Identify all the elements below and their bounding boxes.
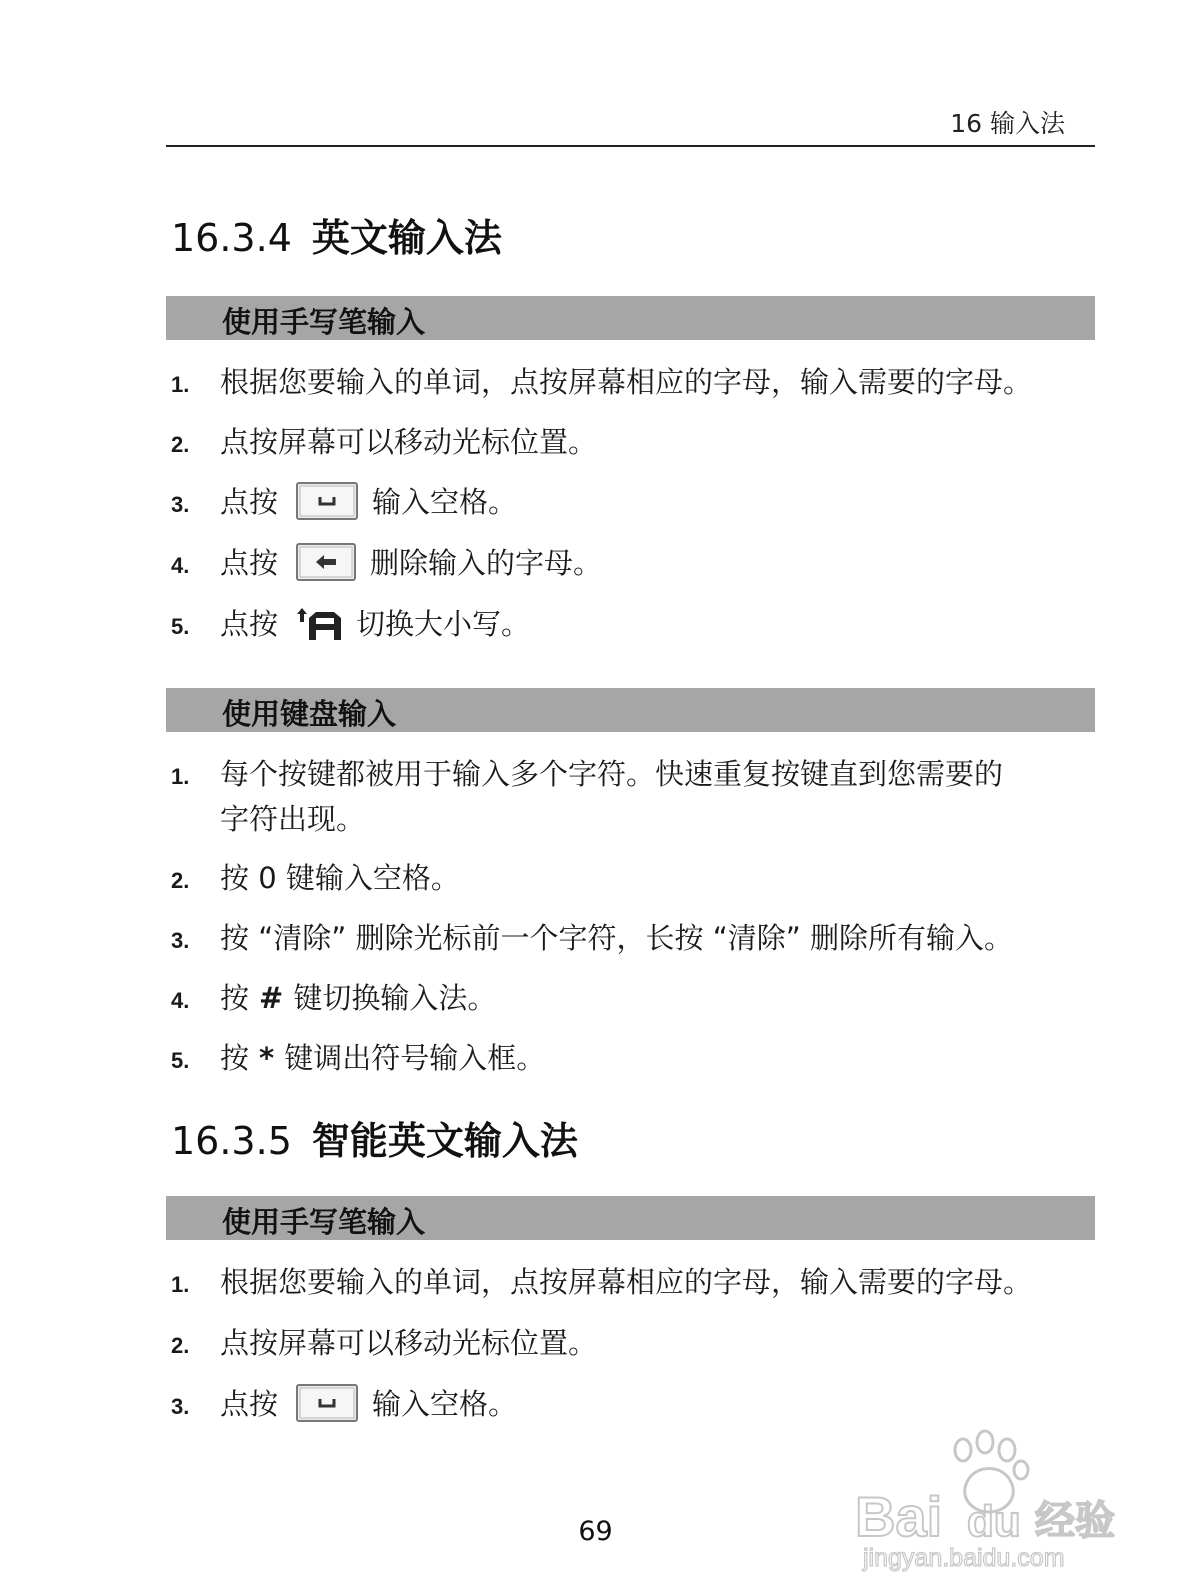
step-text-pre: 按 — [220, 981, 250, 1015]
step-text: 根据您要输入的单词，点按屏幕相应的字母，输入需要的字母。 — [220, 1265, 1033, 1299]
step-text: 每个按键都被用于输入多个字符。快速重复按键直到您需要的 — [220, 757, 1004, 791]
step-number: 2. — [171, 868, 190, 893]
space-key-icon — [296, 1384, 358, 1434]
step-text-post: 输入空格。 — [372, 1387, 518, 1421]
step-text-continued: 字符出现。 — [220, 802, 366, 836]
step-text-post: 删除输入的字母。 — [370, 546, 603, 580]
list-item — [171, 603, 530, 654]
list-item — [171, 481, 517, 532]
subsection-heading: 使用键盘输入 — [222, 697, 397, 731]
step-number: 4. — [171, 553, 190, 578]
list-item — [171, 1261, 1032, 1306]
subsection-heading: 使用手写笔输入 — [222, 305, 426, 339]
list-item — [171, 857, 460, 902]
step-text-post: 键调出符号输入框。 — [284, 1041, 546, 1075]
shift-caps-icon — [296, 606, 342, 654]
section-number: 16.3.5 — [171, 1119, 292, 1163]
step-number: 3. — [171, 492, 190, 517]
list-item — [171, 542, 602, 593]
step-number: 1. — [171, 1272, 190, 1297]
svg-text:经验: 经验 — [1035, 1498, 1115, 1544]
list-item — [171, 1322, 597, 1367]
step-text-pre: 点按 — [220, 607, 279, 641]
list-item — [171, 1037, 545, 1082]
step-text: 按 “清除” 删除光标前一个字符，长按 “清除” 删除所有输入。 — [220, 921, 1013, 955]
step-number: 2. — [171, 432, 190, 457]
step-number: 4. — [171, 988, 190, 1013]
list-item — [171, 753, 1003, 841]
section-title-text: 智能英文输入法 — [311, 1119, 578, 1163]
subsection-heading: 使用手写笔输入 — [222, 1205, 426, 1239]
step-text: 根据您要输入的单词，点按屏幕相应的字母，输入需要的字母。 — [220, 365, 1033, 399]
list-item — [171, 361, 1032, 406]
step-number: 1. — [171, 764, 190, 789]
baidu-watermark-logo — [855, 1428, 1145, 1573]
step-text-post: 切换大小写。 — [356, 607, 531, 641]
list-item — [171, 421, 597, 466]
step-text: 点按屏幕可以移动光标位置。 — [220, 425, 598, 459]
subsection-bar — [166, 1196, 1095, 1240]
section-number: 16.3.4 — [171, 216, 292, 260]
section-title — [171, 207, 502, 262]
space-key-icon — [296, 482, 358, 532]
step-number: 3. — [171, 928, 190, 953]
step-text: 按 0 键输入空格。 — [220, 861, 460, 895]
key-symbol: * — [259, 1041, 275, 1075]
step-text: 点按屏幕可以移动光标位置。 — [220, 1326, 598, 1360]
svg-text:jingyan.baidu.com: jingyan.baidu.com — [863, 1544, 1065, 1572]
subsection-bar — [166, 688, 1095, 732]
subsection-bar — [166, 296, 1095, 340]
backspace-key-icon — [296, 543, 356, 593]
step-text-pre: 点按 — [220, 485, 279, 519]
step-text-post: 键切换输入法。 — [293, 981, 497, 1015]
step-number: 5. — [171, 614, 190, 639]
step-text-pre: 按 — [220, 1041, 250, 1075]
step-number: 2. — [171, 1333, 190, 1358]
key-symbol: # — [259, 981, 284, 1015]
step-number: 1. — [171, 372, 190, 397]
step-number: 3. — [171, 1394, 190, 1419]
svg-text:Bai: Bai — [855, 1485, 943, 1548]
list-item — [171, 1383, 517, 1434]
section-title-text: 英文输入法 — [311, 216, 502, 260]
header-divider — [166, 145, 1095, 147]
chapter-header: 16 输入法 — [950, 109, 1065, 138]
list-item — [171, 917, 1013, 962]
step-number: 5. — [171, 1048, 190, 1073]
page-number: 69 — [578, 1516, 613, 1547]
step-text-pre: 点按 — [220, 546, 279, 580]
step-text-post: 输入空格。 — [372, 485, 518, 519]
section-title — [171, 1110, 578, 1165]
list-item — [171, 977, 496, 1022]
step-text-pre: 点按 — [220, 1387, 279, 1421]
svg-text:du: du — [967, 1497, 1021, 1546]
